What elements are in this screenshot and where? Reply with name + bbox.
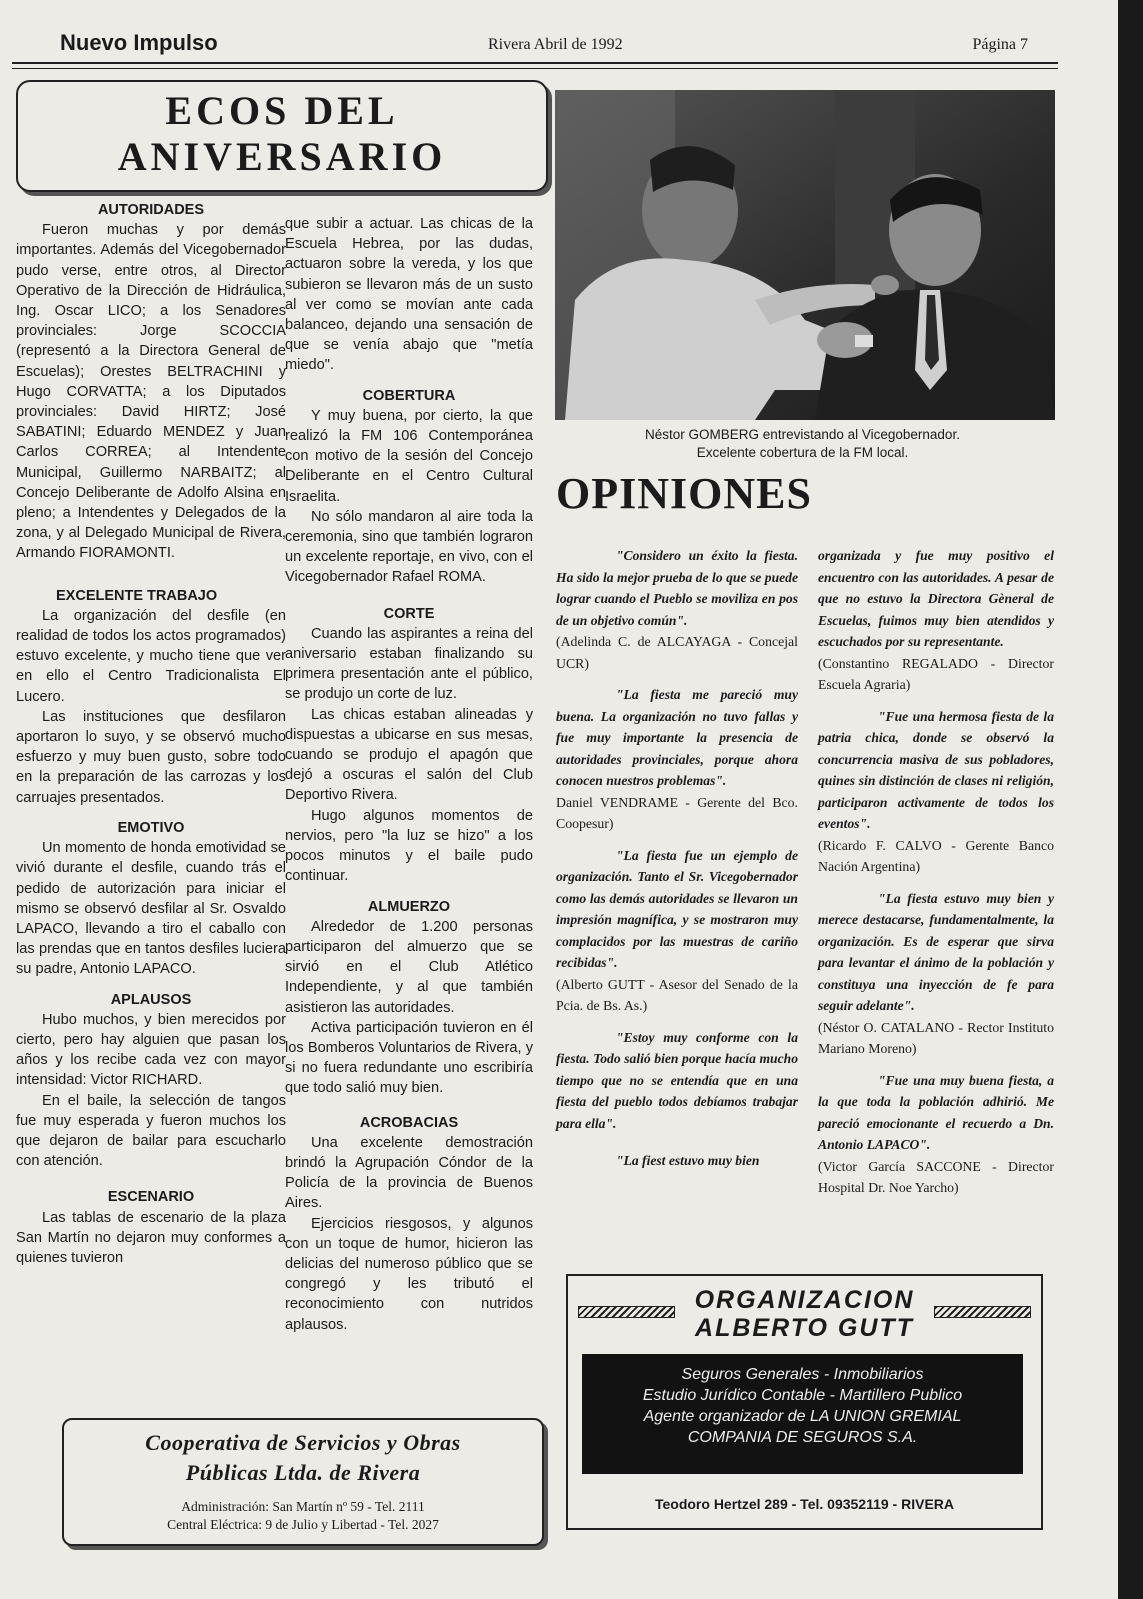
section-heading: ALMUERZO <box>367 898 451 915</box>
header-rule-thin <box>12 68 1058 69</box>
coop-name <box>64 1428 542 1488</box>
opinion-quote: "La fiesta me pareció muy buena. La organización no tuvo fallas y fue muy importante la presencia de autoridades provinciales, porque ahora conocen nuestros problemas". <box>556 687 798 788</box>
coop-name-line2: Públicas Ltda. de Rivera <box>185 1460 421 1485</box>
opinion-quote: "Fue una hermosa fiesta de la patria chica, donde se observó la concurrencia masiva de sus pobladores, quines sin distinción de clases ni religión, participaron activamente de todos los eventos". <box>818 708 1054 831</box>
opinion-author: (Alberto GUTT - Asesor del Senado de la Pcia. de Bs. As.) <box>556 976 798 1013</box>
opinion-author: (Néstor O. CATALANO - Rector Instituto Mariano Moreno) <box>818 1019 1054 1056</box>
photo-caption-line1: Néstor GOMBERG entrevistando al Vicegobernador. <box>645 427 960 442</box>
ad-service-line: Estudio Jurídico Contable - Martillero Publico <box>642 1387 963 1404</box>
section-heading: ACROBACIAS <box>359 1114 459 1131</box>
section-heading: CORTE <box>383 605 435 622</box>
section-text: Hugo algunos momentos de nervios, pero "la luz se hizo" a los pocos minutos y el baile pudo continuar. <box>285 807 533 885</box>
photo-caption <box>560 426 1045 462</box>
ad-service-line: Agente organizador de LA UNION GREMIAL <box>643 1408 962 1425</box>
section-text: Alrededor de 1.200 personas participaron del almuerzo que se sirvió en el Club Atlético Independiente, y al que también asistieron las autoridades. <box>285 918 533 1016</box>
ad-title <box>568 1286 1041 1342</box>
ad-address: Teodoro Hertzel 289 - Tel. 09352119 - RIVERA <box>654 1496 955 1512</box>
article-title-line2: ANIVERSARIO <box>117 134 447 179</box>
section-text: Un momento de honda emotividad se vivió durante el desfile, cuando trás el pedido de autorización para iniciar el mismo se observó desfilar al Sr. Osvaldo LAPACO, llevando a tiro el caballo con las prendas que en tantos desfiles luciera su padre, Antonio LAPACO. <box>16 840 286 978</box>
section-text: Las instituciones que desfilaron aportaron lo suyo, y se observó mucho esfuerzo y muy buen gusto, sobre todo en la preparación de las carrozas y los carruajes presentados. <box>16 708 286 806</box>
opinion-quote: "Considero un éxito la fiesta. Ha sido la mejor prueba de lo que se puede lograr cuando el Pueblo se moviliza en pos de un objetivo común". <box>556 548 798 628</box>
ad-title-line1: ORGANIZACION <box>694 1286 915 1314</box>
section-text: Fueron muchas y por demás importantes. Además del Vicegobernador pudo verse, entre otros, al Director Operativo de la Dirección de Hidráulica, Ing. Oscar LICO; a los Senadores provinciales: Jorge SCOCCIA (representó a la Directora General de Escuelas); Orestes BELTRACHINI y Hugo CORVATTA; a los Diputados provinciales: David HIRTZ; José SABATINI; Eduardo MENDEZ y Juan Carlos CORREA; al Intendente Municipal, Guillermo NARBAITZ; al Concejo Deliberante de Adolfo Alsina en pleno; a Intendentes y Delegados de la zona, y al Delegado Municipal de Rivera, Armando FIORAMONTI. <box>16 222 286 562</box>
page-header <box>60 30 1078 60</box>
ad-services-panel <box>582 1354 1023 1474</box>
section-text: Y muy buena, por cierto, la que realizó la FM 106 Contemporánea con motivo de la sesión del Concejo Deliberante en el Centro Cultural Israelita. <box>285 407 533 505</box>
opinion-author: (Victor García SACCONE - Director Hospital Dr. Noe Yarcho) <box>818 1158 1054 1195</box>
opinion-quote: "Fue una muy buena fiesta, a la que toda la población adhirió. Me pareció emocionante el recuerdo a Dn. Antonio LAPACO". <box>818 1072 1054 1152</box>
article-title-box <box>16 80 548 192</box>
section-text: Hubo muchos, y bien merecidos por cierto, pero hay alguien que pasan los años y los recibe cada vez con mayor intensidad: Victor RICHARD. <box>16 1011 286 1089</box>
photo-caption-line2: Excelente cobertura de la FM local. <box>696 445 909 460</box>
opiniones-column-2 <box>818 545 1054 1209</box>
advertisement-cooperativa <box>62 1418 544 1546</box>
advertisement-gutt <box>566 1274 1043 1530</box>
coop-address <box>64 1498 542 1534</box>
section-heading: AUTORIDADES <box>97 202 205 218</box>
news-photo <box>555 90 1055 420</box>
article-column-1 <box>16 194 286 1268</box>
ad-service-line: Seguros Generales - Inmobiliarios <box>681 1366 924 1383</box>
section-heading: EXCELENTE TRABAJO <box>56 587 218 604</box>
opinion-quote: "La fiesta fue un ejemplo de organización. Tanto el Sr. Vicegobernador como las demás autoridades se llevaron un impresión magnífica, y se mostraron muy complacidos por las muestras de cariño recibidas". <box>556 847 798 970</box>
ad-service-line: COMPANIA DE SEGUROS S.A. <box>687 1429 918 1446</box>
article-column-2 <box>285 214 533 1335</box>
opinion-author: Daniel VENDRAME - Gerente del Bco. Coopesur) <box>556 794 798 831</box>
section-heading: COBERTURA <box>362 387 456 404</box>
issue-date: Rivera Abril de 1992 <box>488 36 623 53</box>
section-text-continued: que subir a actuar. Las chicas de la Escuela Hebrea, por las dudas, actuaron sobre la vereda, y los que subieron se llevaron más de un susto al ver como se movían ante cada balanceo, dejando una sensación de que se venía abajo que "metía miedo". <box>285 216 533 374</box>
section-text: Las chicas estaban alineadas y dispuestas a ubicarse en sus mesas, cuando se produjo el apagón que dejó a oscuras el salón del Club Deportivo Rivera. <box>285 706 533 804</box>
coop-address-line2: Central Eléctrica: 9 de Julio y Libertad - Tel. 2027 <box>167 1517 439 1532</box>
section-heading: ESCENARIO <box>107 1189 195 1206</box>
page-number: Página 7 <box>972 36 1028 53</box>
section-heading: EMOTIVO <box>117 819 185 836</box>
ad-title-line2: ALBERTO GUTT <box>695 1314 914 1342</box>
coop-name-line1: Cooperativa de Servicios y Obras <box>145 1430 461 1455</box>
section-text: Activa participación tuvieron en él los Bomberos Voluntarios de Rivera, y si no fuera redundante uno escribiría que todo salió muy bien. <box>285 1019 533 1097</box>
opinion-quote: "La fiesta estuvo muy bien y merece destacarse, fundamentalmente, la organización. Es de esperar que sirva para levantar el ánimo de la población y constituya una inyección de fe para seguir adelante". <box>818 890 1054 1013</box>
coop-address-line1: Administración: San Martín nº 59 - Tel. 2111 <box>181 1499 425 1514</box>
publication-name: Nuevo Impulso <box>60 30 218 55</box>
opinion-quote: "Estoy muy conforme con la fiesta. Todo salió bien porque hacía mucho tiempo que no se entendía que en una fiesta del pueblo todos debíamos trabajar para ella". <box>556 1029 798 1131</box>
opiniones-title: OPINIONES <box>556 469 812 518</box>
section-text: Las tablas de escenario de la plaza San Martín no dejaron muy conformes a quienes tuvieron <box>16 1209 286 1266</box>
article-title-line1: ECOS DEL <box>165 88 399 133</box>
opinion-author: (Constantino REGALADO - Director Escuela Agraria) <box>818 655 1054 692</box>
section-text: La organización del desfile (en realidad de todos los actos programados) estuvo excelente, y mucho tiene que ver en ello el Centro Tradicionalista El Lucero. <box>16 607 286 705</box>
opinion-quote: "La fiest estuvo muy bien <box>616 1153 760 1168</box>
section-text: Ejercicios riesgosos, y algunos con un toque de humor, hicieron las delicias del numeroso público que se congregó y les tributó el reconocimiento con nutridos aplausos. <box>285 1215 533 1333</box>
section-text: No sólo mandaron al aire toda la ceremonia, sino que también lograron un excelente reportaje, en vivo, con el Vicegobernador Rafael ROMA. <box>285 508 533 586</box>
header-rule <box>12 62 1058 64</box>
photo-illustration <box>555 90 1055 420</box>
section-text: En el baile, la selección de tangos fue muy esperada y fueron muchos los que dejaron de bailar para escucharlo con atención. <box>16 1092 286 1170</box>
opiniones-column-1 <box>556 545 798 1172</box>
section-heading: APLAUSOS <box>110 991 192 1008</box>
opinion-author: (Ricardo F. CALVO - Gerente Banco Nación Argentina) <box>818 837 1054 874</box>
opinion-author: (Adelinda C. de ALCAYAGA - Concejal UCR) <box>556 634 798 671</box>
section-text: Una excelente demostración brindó la Agrupación Cóndor de la Policía de la provincia de Buenos Aires. <box>285 1134 533 1212</box>
opinion-quote: organizada y fue muy positivo el encuentro con las autoridades. A pesar de que no estuvo la Directora Gèneral de Escuelas, fuimos muy bien atendidos y escuchados por su representante. <box>818 548 1054 649</box>
section-text: Cuando las aspirantes a reina del aniversario estaban finalizando su primera presentación ante el público, se produjo un corte de luz. <box>285 625 533 703</box>
